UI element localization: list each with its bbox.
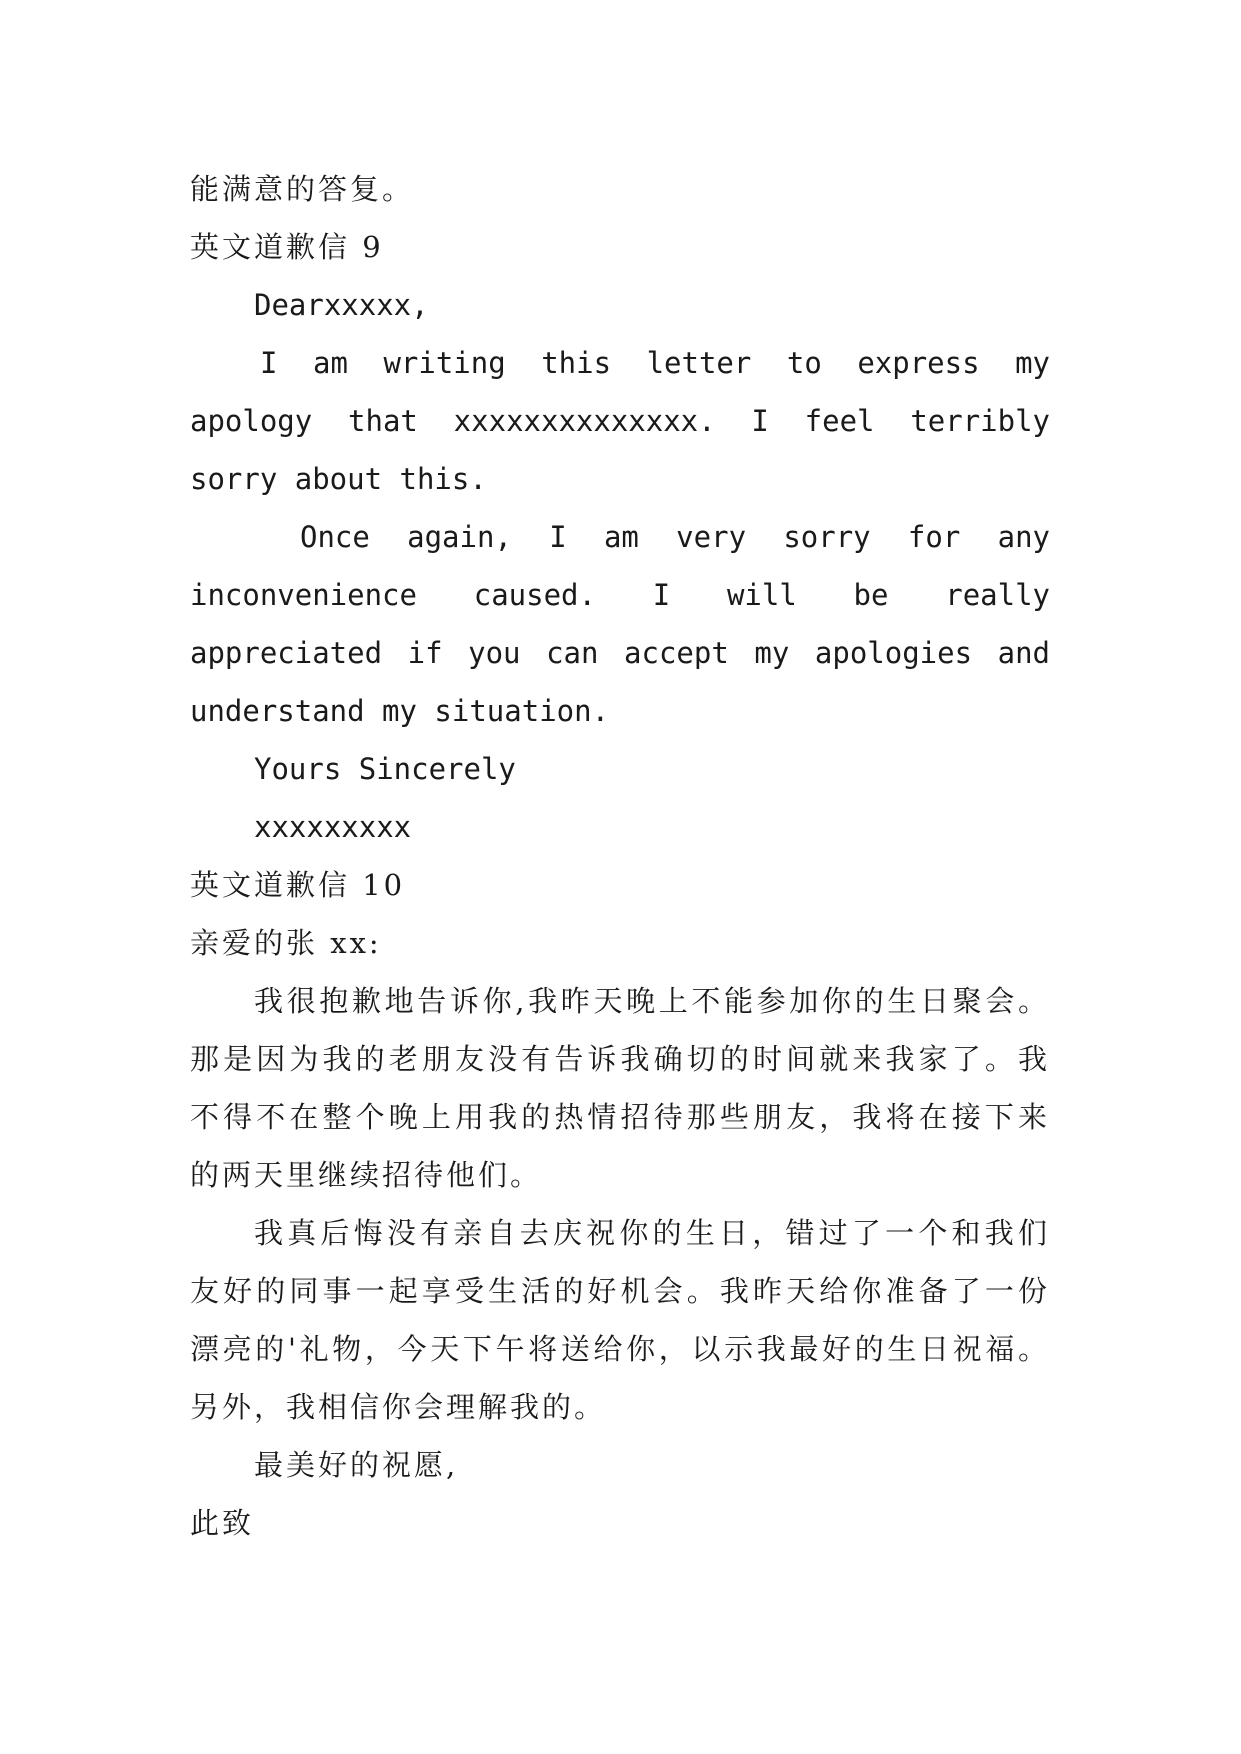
letter-9-salutation: Dearxxxxx, <box>254 288 429 322</box>
heading-letter-10: 英文道歉信 10 <box>190 868 406 902</box>
letter-9-paragraph-2: Once again, I am very sorry for any inconvenience caused. I will be really appreciated if you can accept my apologies and understand my situation. <box>190 520 1050 728</box>
continuation-line: 能满意的答复。 <box>190 172 415 206</box>
letter-10-wishes: 最美好的祝愿, <box>254 1448 459 1482</box>
letter-10-paragraph-2: 我真后悔没有亲自去庆祝你的生日，错过了一个和我们友好的同事一起享受生活的好机会。我昨天给你准备了一份漂亮的'礼物，今天下午将送给你，以示我最好的生日祝福。另外，我相信你会理解我的。 <box>190 1216 1050 1424</box>
document-body <box>190 160 1050 1552</box>
letter-10-salutation: 亲爱的张 xx: <box>190 926 382 960</box>
letter-10-paragraph-1: 我很抱歉地告诉你,我昨天晚上不能参加你的生日聚会。那是因为我的老朋友没有告诉我确切的时间就来我家了。我不得不在整个晚上用我的热情招待那些朋友，我将在接下来的两天里继续招待他们。 <box>190 984 1050 1192</box>
letter-9-paragraph-1: I am writing this letter to express my apology that xxxxxxxxxxxxxx. I feel terribly sorry about this. <box>190 346 1050 496</box>
letter-9-closing: Yours Sincerely <box>254 752 516 786</box>
letter-10-closing: 此致 <box>190 1506 255 1540</box>
letter-9-signature: xxxxxxxxx <box>254 810 412 844</box>
heading-letter-9: 英文道歉信 9 <box>190 230 384 264</box>
